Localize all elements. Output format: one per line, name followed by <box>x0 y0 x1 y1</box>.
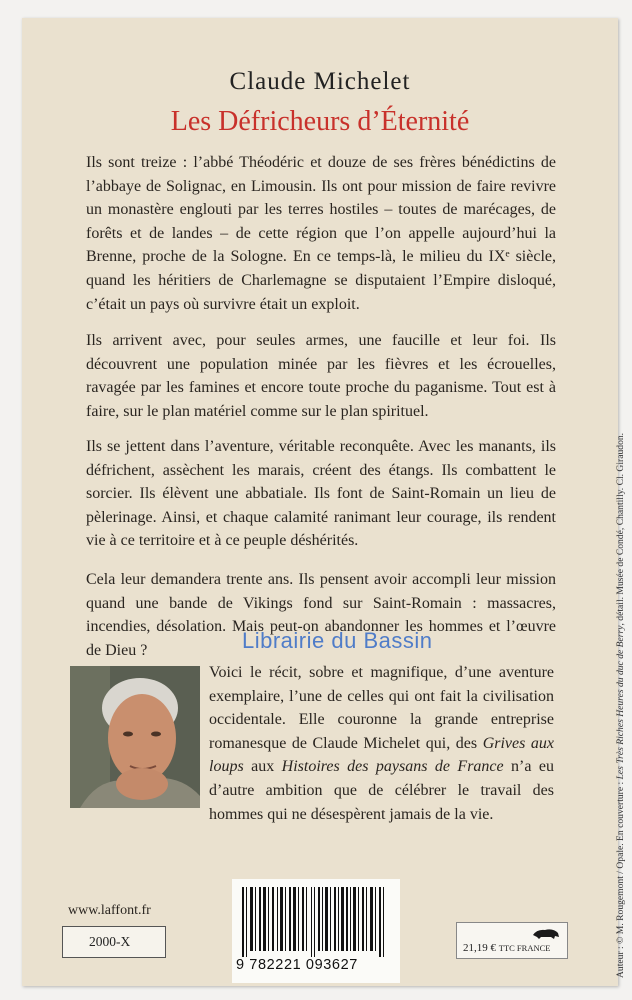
p5-work-1: Grives aux loups <box>209 734 554 776</box>
publisher-website: www.laffont.fr <box>68 903 151 918</box>
author-name: Claude Michelet <box>229 68 411 95</box>
price-suffix: TTC FRANCE <box>498 943 551 953</box>
book-title: Les Défricheurs d’Éternité <box>170 106 470 137</box>
p5-work-2: Histoires des paysans de France <box>281 758 504 776</box>
p5-text-a: Voici le récit, sobre et magnifique, d’une aventure exemplaire, l’une de celles qui ont fait la civilisation occidentale. Elle couronne la grande entreprise romanesque de Claude Michelet qui, des <box>209 664 554 752</box>
book-back-cover <box>22 18 626 986</box>
credit-b: Les Très Riches Heures du duc de Berry <box>615 625 626 780</box>
synopsis-paragraph-3: Ils se jettent dans l’aventure, véritable reconquête. Avec les manants, ils défrichent, assèchent les marais, créent des étangs. Ils combattent le sorcier. Ils élèvent une abbatiale. Ils font de Saint-Romain un lieu de pèlerinage. Ainsi, et chaque calamité ranimant leur courage, ils rendent vie à ce territoire et à ce peuple déshérités. <box>86 438 556 550</box>
cover-credit <box>615 433 626 978</box>
barcode <box>232 879 400 983</box>
synopsis-paragraph-2: Ils arrivent avec, pour seules armes, une faucille et leur foi. Ils découvrent une population minée par les fièvres et les écrouelles, ravagée par les famines et encore toute proche du paganisme. Tout est à faire, sur le plan matériel comme sur le plan spirituel. <box>86 332 556 420</box>
credit-a: Auteur : © M. Rougemont / Opale. En couverture : <box>615 779 626 978</box>
p5-text-c: aux <box>243 758 282 776</box>
publisher-logo-icon <box>531 925 561 941</box>
watermark: Librairie du Bassin <box>242 628 433 653</box>
synopsis-paragraph-5 <box>209 661 554 826</box>
synopsis-paragraph-1: Ils sont treize : l’abbé Théodéric et douze de ses frères bénédictins de l’abbaye de Solignac, en Limousin. Ils ont pour mission de faire revivre un monastère englouti par les terres hostiles – toutes de marécages, de forêts et de landes – de cette région que l’on appelle aujourd’hui la Brenne, proche de la Sologne. En ce temps-là, le milieu du IXᵉ siècle, quand les héritiers de Charlemagne se disputaient l’Empire disloqué, c’était un pays où survivre était un exploit. <box>86 154 556 313</box>
price-value: 21,19 € <box>463 942 496 954</box>
credit-c: , détail. Musée de Condé, Chantilly. Cl. Giraudon. <box>615 432 626 626</box>
synopsis-paragraph-4: Cela leur demandera trente ans. Ils pensent avoir accompli leur mission quand une bande de Vikings fond sur Saint-Romain : massacres, incendies, désolation. Mais peut-on abandonner les hommes et l’œuvre de Dieu ? <box>86 571 556 659</box>
code-box <box>62 926 166 958</box>
p5-text-e: n’a eu d’autre ambition que de célébrer le travail des hommes qui ne désespèrent jamais de la vie. <box>209 758 555 823</box>
barcode-number: 9 782221 093627 <box>236 957 358 973</box>
code-text: 2000-X <box>89 934 131 949</box>
price <box>463 942 550 954</box>
barcode-icon <box>232 879 400 959</box>
author-photo <box>70 666 200 808</box>
price-box <box>456 922 568 959</box>
